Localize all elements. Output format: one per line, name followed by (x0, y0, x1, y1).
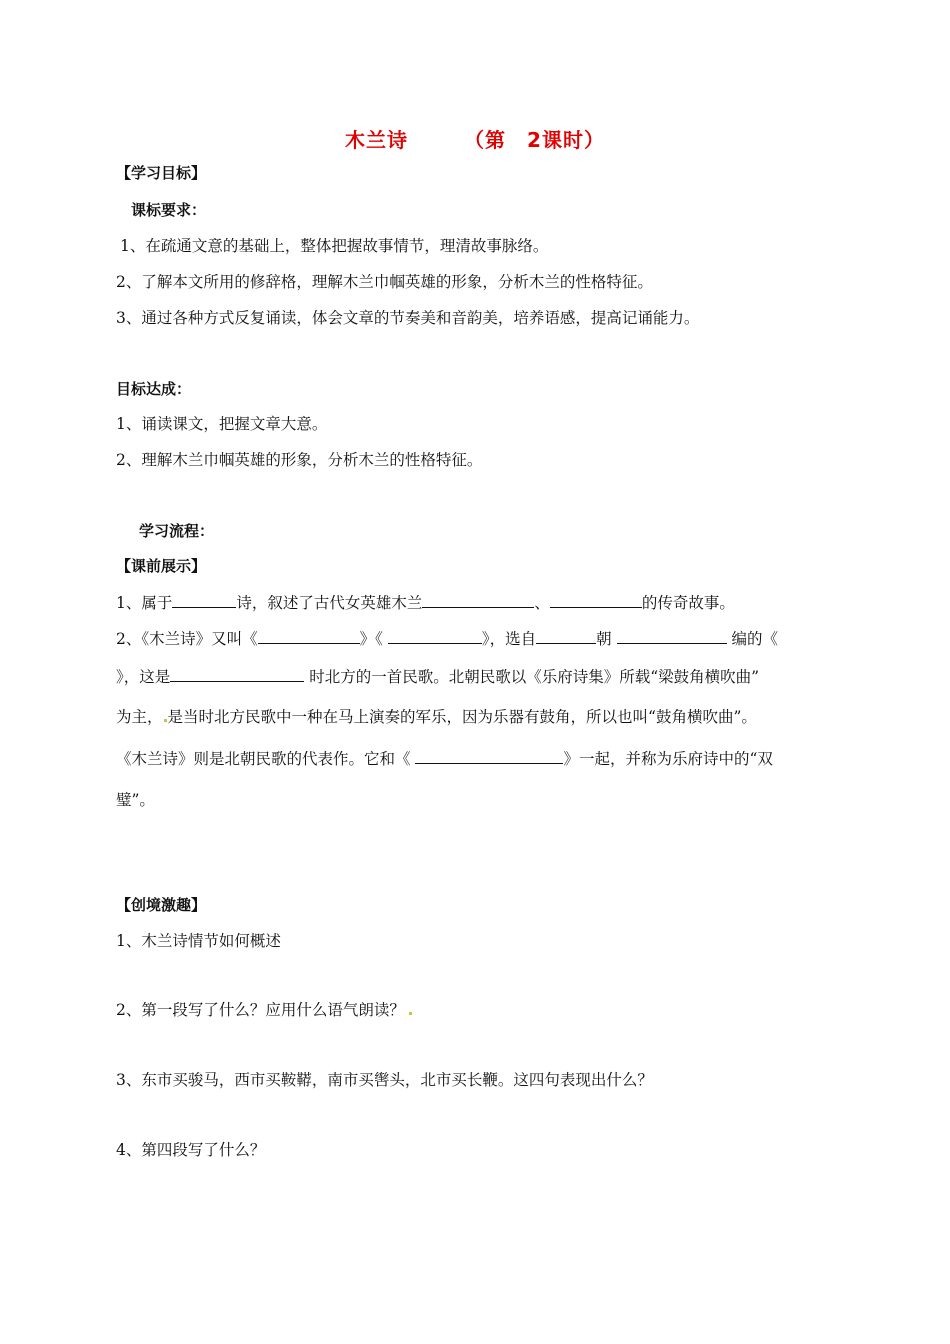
goal-item-1: 1、诵读课文，把握文章大意。 (116, 415, 328, 433)
objectives-heading: 【学习目标】 (116, 164, 207, 182)
fill-blank[interactable] (536, 626, 596, 644)
fill-blank[interactable] (617, 626, 727, 644)
preview-question-2-line-1 (116, 626, 778, 650)
preview-heading: 【课前展示】 (116, 557, 207, 575)
preview-q1-text-b: 诗，叙述了古代女英雄木兰 (236, 594, 423, 612)
standard-item-1: 1、在疏通文意的基础上，整体把握故事情节，理清故事脉络。 (120, 237, 549, 255)
standard-item-2: 2、了解本文所用的修辞格，理解木兰巾帼英雄的形象，分析木兰的性格特征。 (116, 273, 653, 291)
fill-blank[interactable] (422, 590, 534, 608)
preview-q1-text-c: 、 (534, 594, 550, 612)
fill-blank[interactable] (415, 746, 563, 764)
standard-item-3: 3、通过各种方式反复诵读，体会文章的节奏美和音韵美，培养语感，提高记诵能力。 (116, 309, 700, 327)
scene-heading: 【创境激趣】 (116, 896, 207, 914)
preview-q2-text-f: 》，这是 (116, 668, 171, 686)
preview-q2-text-h: 为主， (116, 708, 163, 726)
standards-heading: 课标要求： (131, 201, 207, 219)
preview-q2-text-i: 是当时北方民歌中一种在马上演奏的军乐，因为乐器有鼓角，所以也叫“鼓角横吹曲”。 (167, 708, 757, 726)
preview-question-2-line-5: 璧”。 (116, 791, 155, 809)
fill-blank[interactable] (172, 590, 236, 608)
scene-question-4: 4、第四段写了什么？ (116, 1141, 266, 1159)
goals-heading: 目标达成： (116, 380, 192, 398)
preview-q1-text-d: 的传奇故事。 (641, 594, 735, 612)
preview-q2-text-g: 时北方的一首民歌。北朝民歌以《乐府诗集》所载“梁鼓角横吹曲” (304, 668, 760, 686)
fill-blank[interactable] (170, 664, 304, 682)
preview-q2-text-c: 》，选自 (481, 630, 537, 648)
preview-question-2-line-4 (116, 746, 773, 770)
title-lesson: （第 2课时） (464, 128, 605, 152)
fill-blank[interactable] (388, 626, 482, 644)
fill-blank[interactable] (258, 626, 360, 644)
title-main: 木兰诗 (345, 128, 409, 152)
scene-question-2 (116, 999, 413, 1021)
scene-question-1: 1、木兰诗情节如何概述 (116, 932, 281, 950)
preview-q1-text-a: 1、属于 (116, 594, 173, 612)
page-title (0, 124, 950, 153)
scene-question-2-text: 2、第一段写了什么？应用什么语气朗读？ (116, 1001, 405, 1019)
preview-q2-text-e: 编的《 (726, 630, 778, 648)
preview-q2-text-b: 》《 (359, 630, 388, 648)
preview-question-2-line-3 (116, 706, 757, 728)
preview-q2-text-d: 朝 (596, 630, 617, 648)
goal-item-2: 2、理解木兰巾帼英雄的形象，分析木兰的性格特征。 (116, 451, 483, 469)
fill-blank[interactable] (550, 590, 642, 608)
preview-question-2-line-2 (116, 664, 759, 688)
preview-q2-text-k: 》一起，并称为乐府诗中的“双 (563, 750, 773, 768)
preview-question-1 (116, 590, 735, 614)
scene-question-3: 3、东市买骏马，西市买鞍鞯，南市买辔头，北市买长鞭。这四句表现出什么？ (116, 1071, 653, 1089)
preview-q2-text-a: 2、《木兰诗》又叫《 (116, 630, 258, 648)
preview-q2-text-j: 《木兰诗》则是北朝民歌的代表作。它和《 (116, 750, 416, 768)
process-heading: 学习流程： (139, 522, 215, 540)
